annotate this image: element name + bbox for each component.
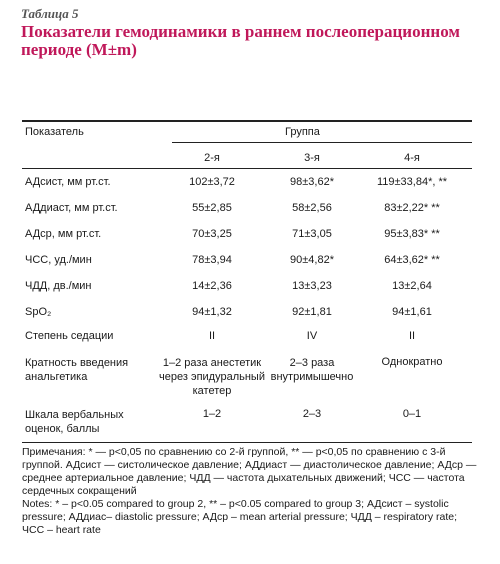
group-rule bbox=[172, 142, 472, 143]
cell-value: 0–1 bbox=[402, 408, 422, 420]
header-col-2: 2-я bbox=[204, 152, 220, 164]
row-label: АДдиаст, мм рт.ст. bbox=[25, 202, 118, 214]
table-bottom-rule bbox=[22, 442, 472, 443]
cell-value: 13±2,64 bbox=[392, 280, 432, 292]
cell-value: 58±2,56 bbox=[292, 202, 332, 214]
table-title: Показатели гемодинамики в раннем послеоперационном периоде (M±m) bbox=[21, 22, 460, 59]
cell-value: 90±4,82* bbox=[290, 254, 334, 266]
cell-value: 78±3,94 bbox=[192, 254, 232, 266]
cell-value: 55±2,85 bbox=[192, 202, 232, 214]
cell-value: 70±3,25 bbox=[192, 228, 232, 240]
cell-value: 71±3,05 bbox=[292, 228, 332, 240]
row-label: АДср, мм рт.ст. bbox=[25, 228, 102, 240]
cell-value: 2–3 bbox=[302, 408, 322, 420]
cell-value: 95±3,83* ** bbox=[384, 228, 440, 240]
cell-value: 98±3,62* bbox=[290, 176, 334, 188]
header-group: Группа bbox=[285, 126, 320, 138]
cell-value: 119±33,84*, ** bbox=[376, 176, 448, 188]
cell-value: IV bbox=[306, 330, 318, 342]
cell-value: 1–2 bbox=[202, 408, 222, 420]
notes-en: Notes: * – p<0.05 compared to group 2, ** – p<0.05 compared to group 3; АДсист – systolic pressure; АДдиас– diastolic pressure; АДср – mean arterial pressure; ЧДД – respiratory rate; ЧСС – heart rate bbox=[22, 498, 458, 536]
row-label: ЧДД, дв./мин bbox=[25, 280, 92, 292]
table-notes bbox=[22, 446, 478, 537]
row-label: Степень седации bbox=[25, 330, 114, 342]
row-label: SpO₂ bbox=[25, 306, 52, 318]
cell-value: II bbox=[208, 330, 216, 342]
cell-value: 2–3 раза внутримышечно bbox=[270, 357, 354, 383]
header-col-4: 4-я bbox=[404, 152, 420, 164]
cell-value: Однократно bbox=[381, 356, 443, 368]
cell-value: 14±2,36 bbox=[192, 280, 232, 292]
header-param: Показатель bbox=[25, 126, 84, 138]
notes-ru: Примечания: * — p<0,05 по сравнению со 2-й группой, ** — p<0,05 по сравнению с 3-й группой. АДсист — систолическое давление; АДдиаст — диастолическое давление; АДср — среднее артериальное давление; ЧДД — частота дыхательных движений; ЧСС — частота сердечных сокращений bbox=[22, 446, 477, 497]
cell-value: II bbox=[408, 330, 416, 342]
cell-value: 1–2 раза анестетик через эпидуральный катетер bbox=[159, 357, 265, 397]
cell-value: 13±3,23 bbox=[292, 280, 332, 292]
row-label: Шкала вербальных оценок, баллы bbox=[25, 409, 124, 435]
row-label: АДсист, мм рт.ст. bbox=[25, 176, 111, 188]
cell-value: 102±3,72 bbox=[189, 176, 235, 188]
header-col-3: 3-я bbox=[304, 152, 320, 164]
cell-value: 94±1,32 bbox=[192, 306, 232, 318]
top-rule bbox=[22, 120, 472, 122]
table-caption: Таблица 5 bbox=[21, 6, 79, 21]
cell-value: 83±2,22* ** bbox=[384, 202, 440, 214]
row-label: Кратность введения анальгетика bbox=[25, 357, 129, 383]
cell-value: 92±1,81 bbox=[292, 306, 332, 318]
header-bottom-rule bbox=[22, 168, 472, 169]
row-label: ЧСС, уд./мин bbox=[25, 254, 92, 266]
cell-value: 64±3,62* ** bbox=[384, 254, 440, 266]
cell-value: 94±1,61 bbox=[392, 306, 432, 318]
